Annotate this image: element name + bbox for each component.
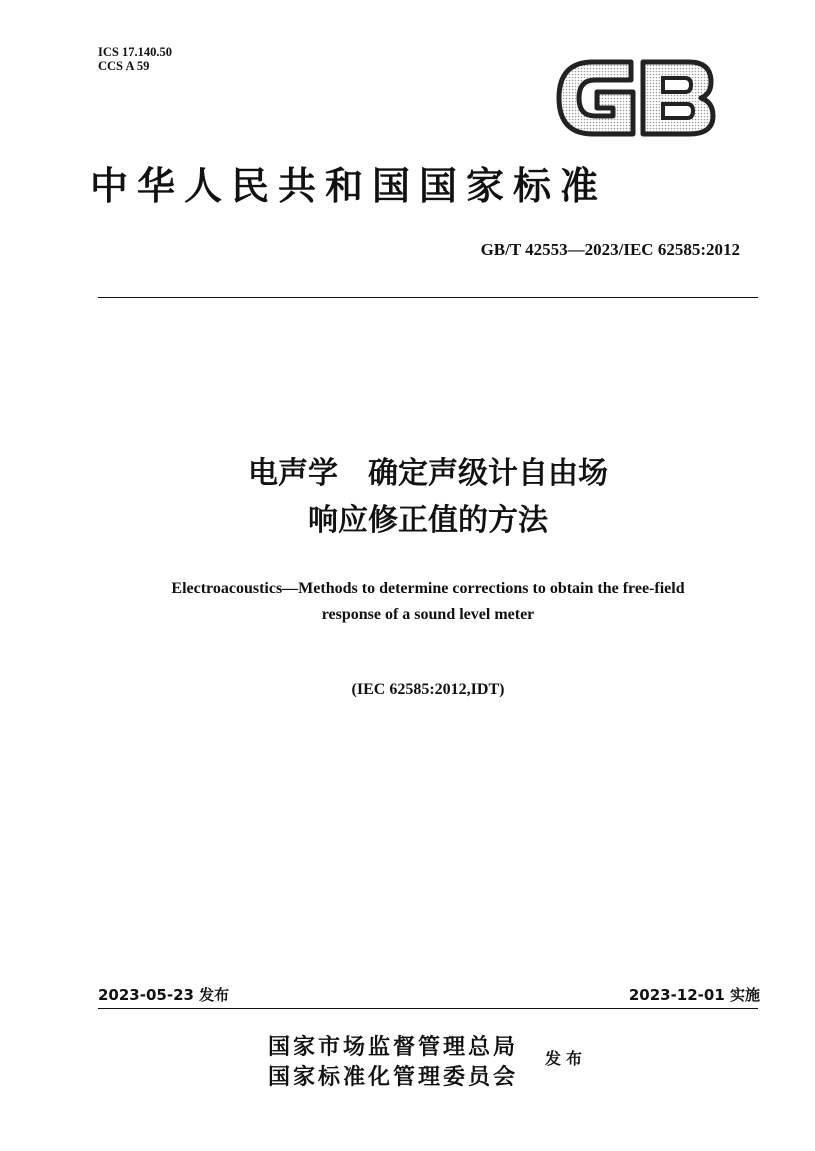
chinese-title-line-1: 电声学 确定声级计自由场 (248, 456, 608, 491)
issuer-samr: 国家市场监督管理总局 (268, 1034, 519, 1060)
issue-date: 2023-05-23 发布 (98, 986, 230, 1004)
adoption-note: (IEC 62585:2012,IDT) (351, 681, 505, 698)
gb-logo-icon (553, 52, 719, 144)
publish-label: 发布 (545, 1049, 588, 1068)
issuing-authorities (268, 1032, 518, 1092)
english-title (98, 576, 758, 628)
national-standard-title: 中华人民共和国国家标准 (90, 163, 608, 208)
english-title-line-1: Electroacoustics—Methods to determine corrections to obtain the free-field (171, 580, 685, 597)
chinese-title (98, 450, 758, 544)
ics-code: ICS 17.140.50 (98, 45, 172, 59)
classification-codes (98, 45, 172, 73)
footer-divider (98, 1008, 758, 1009)
header-divider (98, 297, 758, 298)
issuer-sac: 国家标准化管理委员会 (268, 1064, 519, 1090)
implementation-date: 2023-12-01 实施 (628, 986, 760, 1004)
chinese-title-line-2: 响应修正值的方法 (308, 503, 548, 538)
standard-number: GB/T 42553—2023/IEC 62585:2012 (480, 240, 740, 259)
ccs-code: CCS A 59 (98, 59, 150, 73)
english-title-line-2: response of a sound level meter (321, 606, 535, 623)
